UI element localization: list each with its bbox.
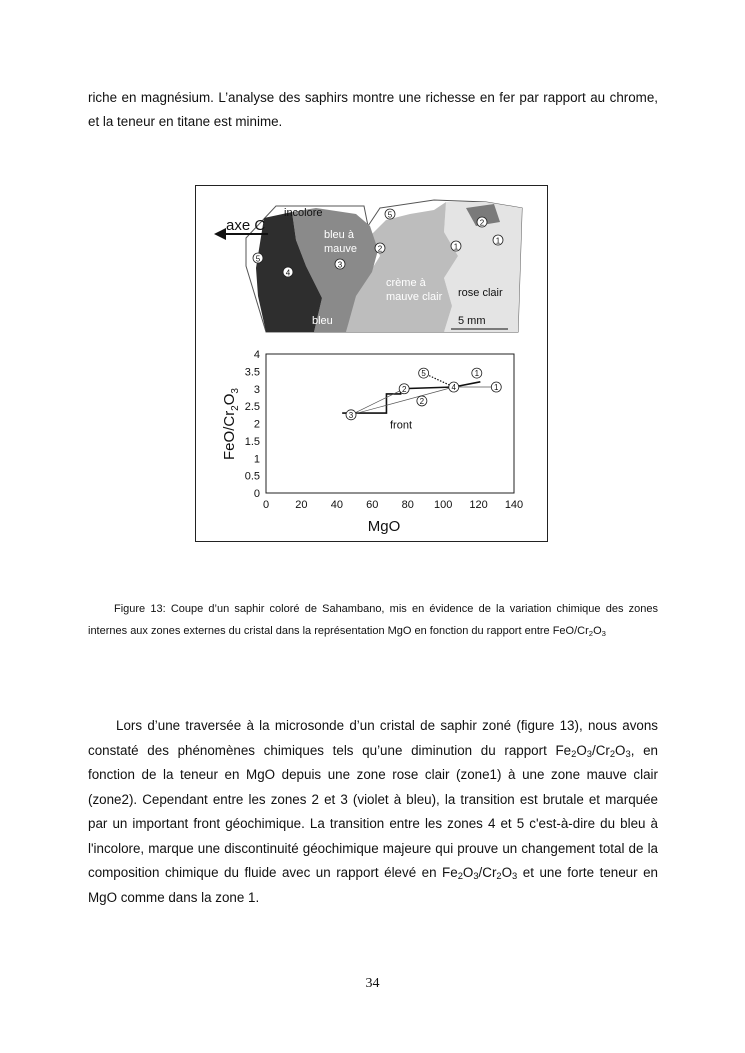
svg-text:2: 2	[377, 244, 383, 254]
x-tick-4: 80	[401, 499, 414, 511]
axis-arrow-head	[214, 228, 226, 240]
zone-point-label-6: 1	[494, 383, 499, 393]
front-annotation: front	[390, 419, 413, 432]
intro-line-1: riche en magnésium. L’analyse des saphirs montre une richesse en fer par rapport au chrome,	[88, 90, 658, 105]
zone-point-label-3: 4	[451, 383, 456, 393]
x-tick-5: 100	[433, 499, 453, 511]
x-tick-2: 40	[330, 499, 343, 511]
section-marker-1-left	[451, 241, 461, 252]
y-tick-1: 0.5	[244, 470, 260, 483]
svg-text:1: 1	[495, 236, 501, 246]
svg-text:1: 1	[453, 242, 459, 252]
zone-point-label-4: 5	[421, 369, 426, 379]
section-marker-4	[283, 267, 293, 278]
figure-caption	[88, 598, 658, 642]
y-tick-labels	[245, 349, 260, 500]
chart-series	[342, 368, 501, 432]
axis-c-label: axe C	[226, 217, 266, 234]
y-axis-label: FeO/$Cr_2O_3$	[221, 388, 241, 460]
y-tick-6: 3	[253, 383, 260, 396]
y-tick-2: 1	[253, 453, 260, 466]
page-number: 34	[365, 976, 380, 991]
y-tick-7: 3.5	[244, 366, 260, 379]
caption-text: Figure 13: Coupe d’un saphir coloré de Sahambano, mis en évidence de la variation chimique des zones internes aux zones externes du cristal dans la représentation MgO en fonction du rapport entre FeO/$Cr_2O_3$	[88, 603, 658, 638]
label-bleu-mauve-1: bleu à	[324, 229, 354, 241]
section-marker-5-top	[385, 209, 395, 220]
svg-text:4: 4	[285, 268, 291, 278]
zone-point-label-0: 3	[348, 410, 354, 420]
figure-svg	[196, 186, 547, 541]
section-marker-3	[335, 259, 345, 270]
label-incolore: incolore	[284, 207, 323, 219]
zone-point-label-5: 1	[474, 369, 480, 379]
section-marker-1-right	[493, 235, 503, 246]
y-tick-5: 2.5	[244, 401, 260, 414]
figure-13	[195, 185, 548, 542]
x-tick-6: 120	[469, 499, 488, 511]
feo-cr2o3-vs-mgo-chart	[221, 349, 523, 535]
x-tick-1: 20	[295, 499, 308, 511]
y-tick-8: 4	[253, 349, 260, 361]
section-marker-2	[375, 243, 385, 254]
y-tick-4: 2	[253, 418, 260, 431]
label-creme-2: mauve clair	[386, 291, 443, 303]
svg-text:5: 5	[387, 210, 393, 220]
label-bleu-mauve-2: mauve	[324, 243, 358, 255]
label-creme-1: crème à	[386, 277, 426, 289]
profile-line	[342, 382, 480, 413]
x-tick-7: 140	[504, 499, 524, 511]
intro-paragraph	[88, 86, 658, 134]
scale-label: 5 mm	[458, 315, 486, 327]
section-marker-2-top	[477, 217, 487, 228]
body-text: Lors d’une traversée à la microsonde d’un cristal de saphir zoné (figure 13), nous avons constaté des phénomènes chimiques tels qu’une diminution du rapport $Fe_2O_3/Cr_2O_3$, en fonction de la teneur en MgO depuis une zone rose clair (zone1) à une zone mauve clair (zone2). Cependant entre les zones 2 et 3 (violet à bleu), la transition est brutale et marquée par un important front géochimique. La transition entre les zones 4 et 5 c'est-à-dire du bleu à l'incolore, marque une discontinuité géochimique majeure qui prouve un changement total de la composition chimique du fluide avec un rapport élevé en $Fe_2O_3/Cr_2O_3$ et une forte teneur en MgO comme dans la zone 1.	[88, 718, 658, 905]
y-tick-3: 1.5	[244, 435, 260, 448]
x-tick-labels	[263, 499, 523, 511]
intro-line-2: et la teneur en titane est minime.	[88, 114, 283, 129]
label-bleu: bleu	[312, 315, 333, 327]
zone-point-label-2: 2	[419, 396, 425, 406]
svg-text:3: 3	[337, 260, 343, 270]
label-rose-clair: rose clair	[458, 287, 503, 299]
section-marker-5-left	[253, 253, 263, 264]
x-tick-3: 60	[366, 499, 379, 511]
svg-text:2: 2	[479, 218, 485, 228]
y-tick-0: 0	[253, 488, 260, 500]
svg-text:5: 5	[255, 254, 261, 264]
x-axis-label: MgO	[367, 518, 401, 535]
body-paragraph	[88, 714, 658, 910]
crystal-section	[214, 200, 522, 332]
x-tick-0: 0	[262, 499, 270, 511]
zone-point-label-1: 2	[401, 384, 407, 394]
connector-line-1	[351, 389, 404, 415]
